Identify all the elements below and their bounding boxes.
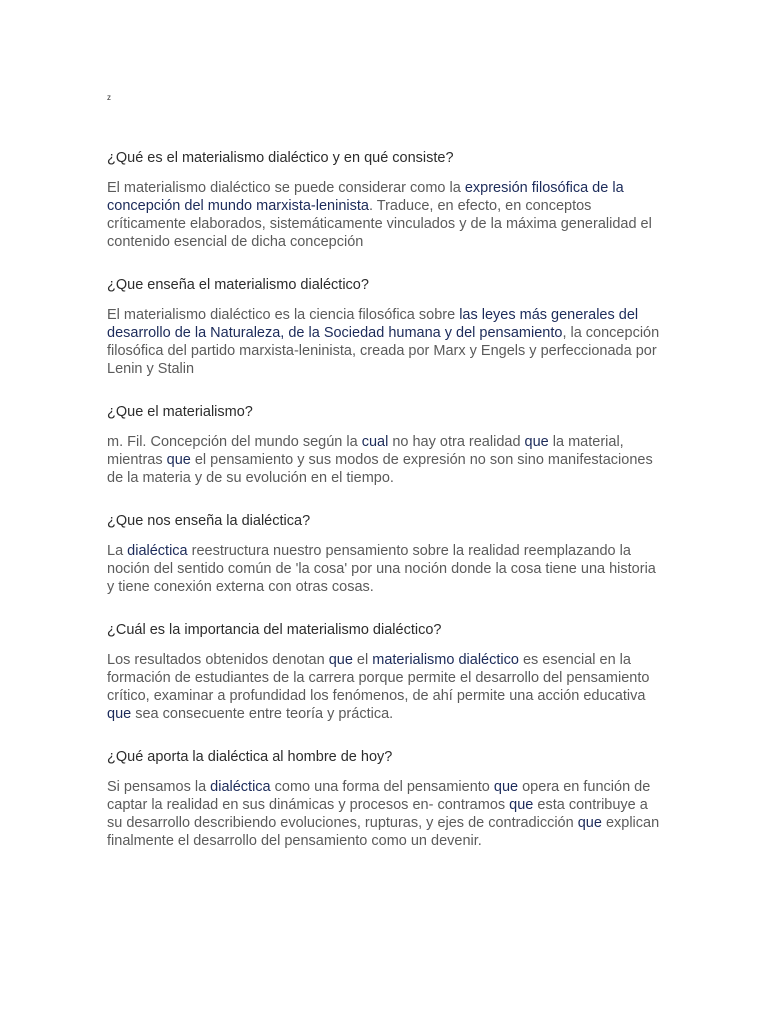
answer-paragraph (107, 542, 667, 596)
highlighted-term: las leyes más generales del desarrollo de la Naturaleza, de la Sociedad humana y del pensamiento (107, 307, 639, 341)
answer-text: el pensamiento y sus modos de expresión no son sino manifestaciones de la materia y de su evolución en el tiempo. (107, 452, 653, 486)
answer-text: El materialismo dialéctico es la ciencia filosófica sobre (107, 307, 460, 323)
question-heading: ¿Que nos enseña la dialéctica? (107, 513, 311, 529)
highlighted-term: dialéctica (127, 543, 188, 559)
qa-section (107, 511, 667, 596)
answer-text: sea consecuente entre teoría y práctica. (131, 706, 394, 722)
answer-text: esta contribuye a su desarrollo describiendo evoluciones, rupturas, y ejes de contradicción (107, 797, 648, 831)
qa-sections (107, 148, 667, 874)
answer-text: Los resultados obtenidos denotan (107, 652, 329, 668)
highlighted-term: que (328, 652, 353, 668)
answer-text: el (352, 652, 373, 668)
answer-text: no hay otra realidad (388, 434, 525, 450)
highlighted-term: expresión filosófica de la concepción del mundo marxista-leninista (107, 180, 624, 214)
answer-text: opera en función de captar la realidad en sus dinámicas y procesos en- contramos (107, 779, 651, 813)
answer-text: . Traduce, en efecto, en conceptos críticamente elaborados, sistemáticamente vinculados y de la máxima generalidad el contenido esencial de dicha concepción (107, 198, 652, 250)
answer-text: como una forma del pensamiento (270, 779, 494, 795)
question-heading: ¿Qué es el materialismo dialéctico y en qué consiste? (107, 150, 454, 166)
page-marker: z (107, 93, 111, 102)
highlighted-term: que (509, 797, 534, 813)
highlighted-term: que (493, 779, 519, 795)
answer-text: es esencial en la formación de estudiantes de la carrera porque permite el desarrollo del pensamiento crítico, examinar a profundidad los fenómenos, de ahí permite una acción educativa (107, 652, 650, 704)
highlighted-term: cual (361, 434, 389, 450)
highlighted-term: que (577, 815, 602, 831)
highlighted-term: que (524, 434, 549, 450)
answer-text: la material, mientras (107, 434, 624, 468)
qa-section (107, 148, 667, 251)
qa-section (107, 402, 667, 487)
answer-paragraph (107, 179, 667, 251)
qa-section (107, 620, 667, 723)
question-heading: ¿Qué aporta la dialéctica al hombre de hoy? (107, 749, 393, 765)
answer-text: reestructura nuestro pensamiento sobre la realidad reemplazando la noción del sentido común de 'la cosa' por una noción donde la cosa tiene una historia y tiene conexión externa con otras cosas. (107, 543, 656, 595)
highlighted-term: que (166, 452, 191, 468)
answer-paragraph (107, 306, 667, 378)
answer-paragraph (107, 651, 667, 723)
qa-section (107, 275, 667, 378)
qa-section (107, 747, 667, 850)
question-heading: ¿Cuál es la importancia del materialismo dialéctico? (107, 622, 442, 638)
answer-text: Si pensamos la (107, 779, 211, 795)
answer-text: El materialismo dialéctico se puede considerar como la (107, 180, 465, 196)
highlighted-term: dialéctica (210, 779, 271, 795)
answer-paragraph (107, 778, 667, 850)
answer-text: , la concepción filosófica del partido marxista-leninista, creada por Marx y Engels y perfeccionada por Lenin y Stalin (107, 325, 660, 377)
highlighted-term: que (107, 706, 132, 722)
question-heading: ¿Que enseña el materialismo dialéctico? (107, 277, 369, 293)
answer-paragraph (107, 433, 667, 487)
answer-text: La (107, 543, 128, 559)
question-heading: ¿Que el materialismo? (107, 404, 253, 420)
highlighted-term: materialismo dialéctico (372, 652, 519, 668)
answer-text: m. Fil. Concepción del mundo según la (107, 434, 362, 450)
answer-text: explican finalmente el desarrollo del pensamiento como un devenir. (107, 815, 660, 849)
